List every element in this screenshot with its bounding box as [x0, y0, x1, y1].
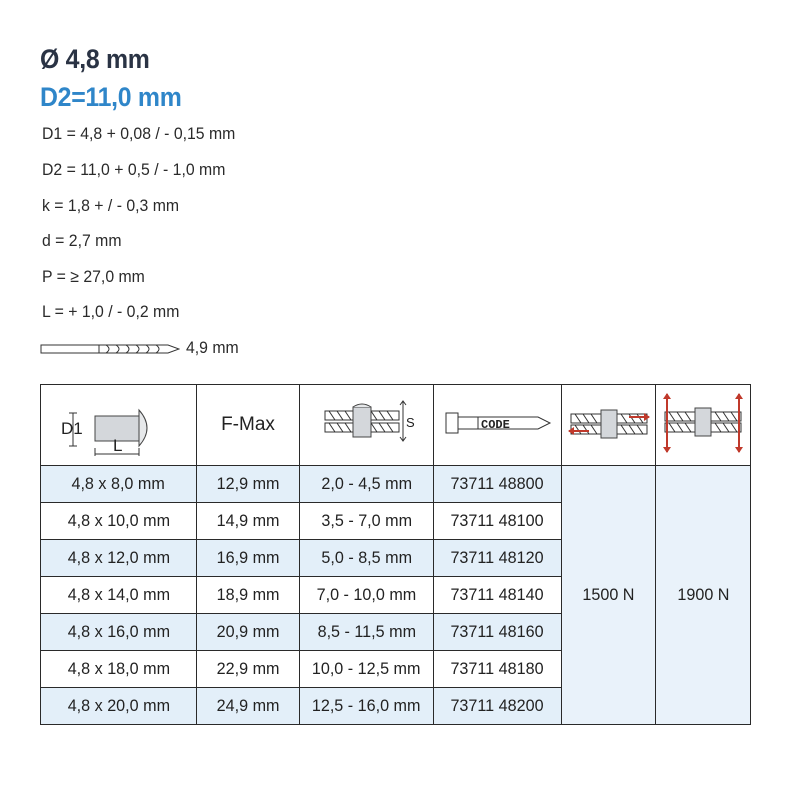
grip-cell: 12,5 - 16,0 mm — [300, 688, 434, 725]
code-label: CODE — [480, 417, 510, 432]
fmax-cell: 14,9 mm — [197, 503, 300, 540]
code-rivet-icon — [438, 403, 558, 443]
spec-d1: D1 = 4,8 + 0,08 / - 0,15 mm — [42, 124, 236, 143]
code-cell: 73711 48180 — [434, 651, 562, 688]
grip-cell: 5,0 - 8,5 mm — [300, 540, 434, 577]
spec-k: k = 1,8 + / - 0,3 mm — [42, 196, 180, 215]
table-header-row — [41, 385, 751, 466]
fmax-cell: 12,9 mm — [197, 466, 300, 503]
grip-cell: 10,0 - 12,5 mm — [300, 651, 434, 688]
d1-label: D1 — [60, 418, 83, 438]
size-cell: 4,8 x 10,0 mm — [41, 503, 197, 540]
rivet-dimension-icon — [59, 388, 179, 458]
fmax-header-label: F-Max — [221, 414, 275, 435]
grip-cell: 8,5 - 11,5 mm — [300, 614, 434, 651]
drill-size-label: 4,9 mm — [186, 338, 239, 357]
tensile-force-value: 1900 N — [656, 466, 751, 725]
size-cell: 4,8 x 18,0 mm — [41, 651, 197, 688]
shear-force-header — [562, 385, 656, 466]
fmax-cell: 22,9 mm — [197, 651, 300, 688]
table-row — [41, 466, 751, 503]
rivet-spec-table — [40, 384, 751, 725]
grip-range-header — [300, 385, 434, 466]
spec-p: P = ≥ 27,0 mm — [42, 267, 145, 286]
spec-l: L = + 1,0 / - 0,2 mm — [42, 302, 180, 321]
grip-cell: 3,5 - 7,0 mm — [300, 503, 434, 540]
spec-d: d = 2,7 mm — [42, 231, 122, 250]
l-label: L — [112, 435, 122, 455]
fmax-cell: 18,9 mm — [197, 577, 300, 614]
size-cell: 4,8 x 12,0 mm — [41, 540, 197, 577]
rivet-dimension-header — [41, 385, 197, 466]
fmax-header — [197, 385, 300, 466]
code-cell: 73711 48160 — [434, 614, 562, 651]
shear-force-icon — [565, 398, 653, 448]
fmax-cell: 20,9 mm — [197, 614, 300, 651]
code-cell: 73711 48120 — [434, 540, 562, 577]
head-diameter-title: D2=11,0 mm — [40, 82, 182, 112]
size-cell: 4,8 x 20,0 mm — [41, 688, 197, 725]
code-cell: 73711 48140 — [434, 577, 562, 614]
spec-d2: D2 = 11,0 + 0,5 / - 1,0 mm — [42, 160, 226, 179]
diameter-title: Ø 4,8 mm — [40, 44, 150, 74]
tensile-force-header — [656, 385, 751, 466]
fmax-cell: 16,9 mm — [197, 540, 300, 577]
code-cell: 73711 48800 — [434, 466, 562, 503]
size-cell: 4,8 x 14,0 mm — [41, 577, 197, 614]
drill-size-row — [40, 338, 300, 360]
grip-range-icon — [317, 393, 417, 453]
s-label: S — [405, 414, 415, 430]
code-header — [434, 385, 562, 466]
shear-force-value: 1500 N — [562, 466, 656, 725]
size-cell: 4,8 x 16,0 mm — [41, 614, 197, 651]
drill-bit-icon — [40, 340, 180, 358]
grip-cell: 7,0 - 10,0 mm — [300, 577, 434, 614]
code-cell: 73711 48200 — [434, 688, 562, 725]
code-cell: 73711 48100 — [434, 503, 562, 540]
fmax-cell: 24,9 mm — [197, 688, 300, 725]
tensile-force-icon — [659, 390, 747, 456]
size-cell: 4,8 x 8,0 mm — [41, 466, 197, 503]
grip-cell: 2,0 - 4,5 mm — [300, 466, 434, 503]
